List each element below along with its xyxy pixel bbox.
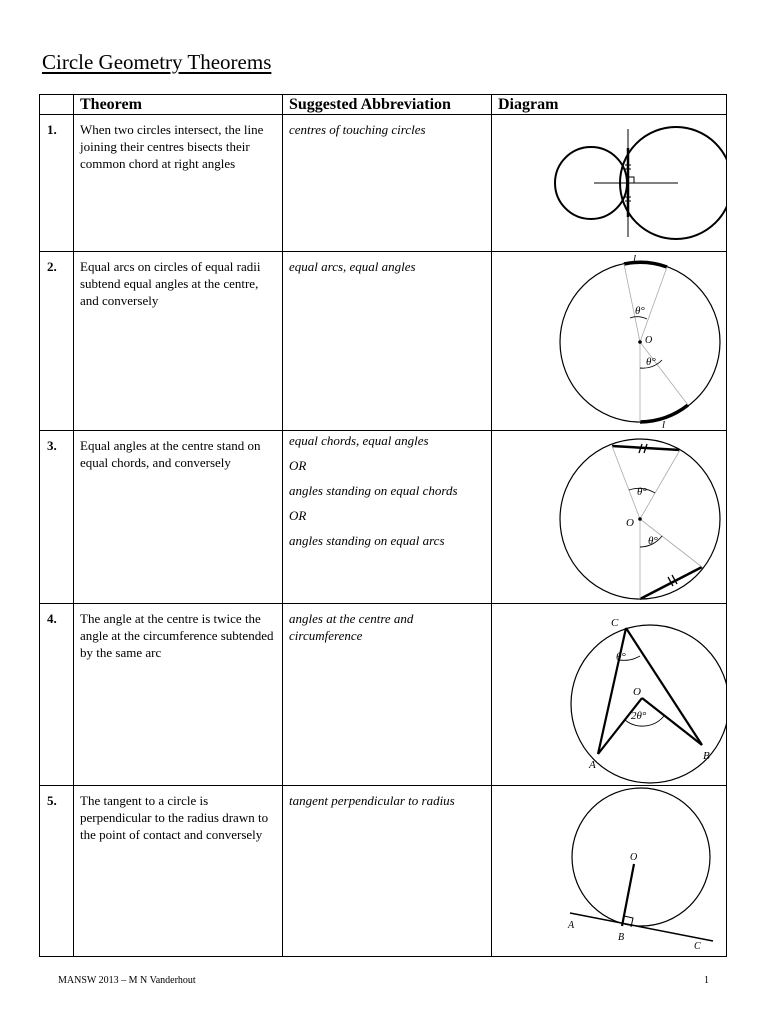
header-theorem: Theorem <box>74 95 283 115</box>
abbreviation-text: centres of touching circles <box>289 122 426 137</box>
angle-label-c: θ° <box>616 651 626 663</box>
theorem-text: Equal arcs on circles of equal radii subtend equal angles at the centre, and conversely <box>74 252 283 431</box>
angle-label-top: θ° <box>635 305 645 317</box>
diagram-cell <box>492 252 727 431</box>
top-arc <box>624 262 667 267</box>
row-number: 5. <box>40 786 74 957</box>
diagram-cell <box>492 786 727 957</box>
tangent-radius-diagram <box>492 786 727 956</box>
theorem-text: Equal angles at the centre stand on equal chords, and conversely <box>74 431 283 604</box>
centre-point <box>638 340 642 344</box>
abbreviation-text: tangent perpendicular to radius <box>289 793 455 808</box>
header-diagram: Diagram <box>492 95 727 115</box>
row-number: 4. <box>40 604 74 786</box>
abbreviation-or: OR <box>289 508 307 523</box>
tangent-line <box>570 913 713 941</box>
label-b: B <box>703 750 710 762</box>
page-title: Circle Geometry Theorems <box>42 50 272 74</box>
table-row <box>40 431 727 604</box>
label-c: C <box>694 941 701 952</box>
radius <box>612 446 640 519</box>
row-number: 3. <box>40 431 74 604</box>
circle <box>572 788 710 926</box>
abbreviation-text: equal arcs, equal angles <box>289 259 416 274</box>
theorem-table <box>39 94 727 957</box>
diagram-cell <box>492 604 727 786</box>
label-o: O <box>630 852 638 863</box>
abbreviation-cell <box>283 604 492 786</box>
angle-arc-top <box>630 317 647 319</box>
angle-label-o: 2θ° <box>631 710 647 722</box>
centre-label: O <box>645 335 653 346</box>
angle-label-bottom: θ° <box>646 356 656 368</box>
theorem-text: The angle at the centre is twice the angle at the circumference subtended by the same arc <box>74 604 283 786</box>
intersecting-circles-diagram <box>492 115 727 251</box>
table-row <box>40 786 727 957</box>
abbreviation-cell <box>283 431 492 604</box>
abbreviation-text: angles at the centre and circumference <box>289 611 414 643</box>
abbreviation-text: equal chords, equal angles <box>289 433 429 448</box>
footer-credit: MANSW 2013 – M N Vanderhout <box>58 975 196 986</box>
header-abbreviation: Suggested Abbreviation <box>283 95 492 115</box>
diagram-cell <box>492 431 727 604</box>
centre-point <box>638 517 642 521</box>
label-a: A <box>568 920 575 931</box>
table-row <box>40 252 727 431</box>
radius <box>640 342 688 405</box>
abbreviation-cell <box>283 786 492 957</box>
abbreviation-cell <box>283 115 492 252</box>
abbreviation-text: angles standing on equal arcs <box>289 533 445 548</box>
arc-label-top: l <box>633 253 637 265</box>
label-o: O <box>633 686 641 698</box>
angle-label-top: θ° <box>637 486 647 498</box>
angle-label-bottom: θ° <box>648 535 658 547</box>
angle-centre-circumference-diagram <box>492 604 727 785</box>
equal-chords-diagram <box>492 431 727 603</box>
arc-label-bottom: l <box>662 419 666 430</box>
radius <box>640 450 680 519</box>
table-header-row <box>40 95 727 115</box>
label-c: C <box>611 617 619 629</box>
table-row <box>40 115 727 252</box>
label-a: A <box>589 759 596 771</box>
centre-label: O <box>626 517 634 529</box>
radius-ob <box>642 698 702 745</box>
page-number: 1 <box>704 975 709 986</box>
equal-arcs-diagram <box>492 252 727 430</box>
label-b: B <box>618 932 625 943</box>
abbreviation-text: angles standing on equal chords <box>289 483 458 498</box>
header-number <box>40 95 74 115</box>
theorem-text: When two circles intersect, the line joining their centres bisects their common chord at right angles <box>74 115 283 252</box>
abbreviation-or: OR <box>289 458 307 473</box>
table-row <box>40 604 727 786</box>
theorem-text: The tangent to a circle is perpendicular to the radius drawn to the point of contact and conversely <box>74 786 283 957</box>
abbreviation-cell <box>283 252 492 431</box>
row-number: 1. <box>40 115 74 252</box>
row-number: 2. <box>40 252 74 431</box>
diagram-cell <box>492 115 727 252</box>
radius <box>624 264 640 342</box>
